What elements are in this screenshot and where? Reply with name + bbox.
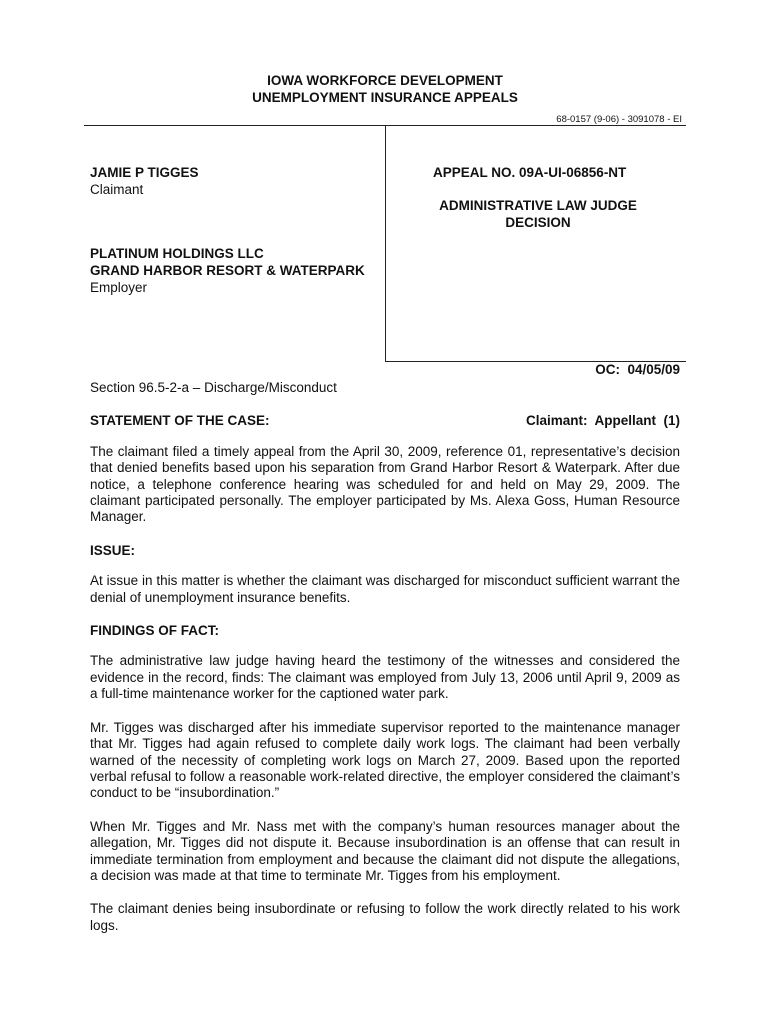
employer-role: Employer — [90, 280, 148, 295]
claimant-status: Claimant: Appellant (1) — [525, 413, 680, 428]
statement-heading: STATEMENT OF THE CASE: — [90, 413, 270, 429]
oc-date: OC: 04/05/09 — [595, 362, 680, 377]
section-reference: Section 96.5-2-a – Discharge/Misconduct — [90, 380, 337, 395]
findings-paragraph-3: When Mr. Tigges and Mr. Nass met with the company’s human resources manager about the allegation, Mr. Tigges did not dispute it. Because insubordination is an offense that can result in immediate termination from employment and because the claimant did not dispute the allegations, a decision was made at that time to terminate Mr. Tigges from his employment. — [90, 818, 680, 883]
division-name: UNEMPLOYMENT INSURANCE APPEALS — [252, 90, 518, 105]
statement-paragraph: The claimant filed a timely appeal from the April 30, 2009, reference 01, representative’s decision that denied benefits based upon his separation from Grand Harbor Resort & Waterpark. After due notice, a telephone conference hearing was scheduled for and held on May 29, 2009. The claimant participated personally. The employer participated by Ms. Alexa Goss, Human Resource Manager. — [90, 443, 680, 525]
employer-name: PLATINUM HOLDINGS LLC — [90, 246, 264, 261]
agency-header — [0, 72, 770, 106]
employer-dba: GRAND HARBOR RESORT & WATERPARK — [90, 263, 365, 278]
findings-paragraph-1: The administrative law judge having heard the testimony of the witnesses and considered the evidence in the record, finds: The claimant was employed from July 13, 2006 until April 9, 2009 as a full-time maintenance worker for the captioned water park. — [90, 653, 680, 702]
decision-body — [90, 380, 680, 951]
claimant-role: Claimant — [90, 182, 144, 197]
issue-paragraph: At issue in this matter is whether the claimant was discharged for misconduct sufficient warrant the denial of unemployment insurance benefits. — [90, 573, 680, 605]
findings-heading: FINDINGS OF FACT: — [90, 623, 219, 639]
form-code: 68-0157 (9-06) - 3091078 - EI — [556, 114, 682, 125]
appeal-number: APPEAL NO. 09A-UI-06856-NT — [433, 165, 627, 180]
decision-title — [433, 197, 643, 231]
decision-title-line2: DECISION — [505, 215, 571, 230]
caption-divider — [385, 125, 386, 361]
claimant-block — [90, 164, 199, 198]
claimant-name: JAMIE P TIGGES — [90, 165, 199, 180]
findings-paragraph-2: Mr. Tigges was discharged after his immediate supervisor reported to the maintenance manager that Mr. Tigges had again refused to complete daily work logs. The claimant had been verbally warned of the necessity of completing work logs on March 27, 2009. Based upon the reported verbal refusal to follow a reasonable work-related directive, the employer considered the claimant’s conduct to be “insubordination.” — [90, 719, 680, 801]
agency-name: IOWA WORKFORCE DEVELOPMENT — [267, 73, 503, 88]
findings-paragraph-4: The claimant denies being insubordinate or refusing to follow the work directly related to his work logs. — [90, 901, 680, 933]
issue-heading: ISSUE: — [90, 542, 136, 558]
decision-title-line1: ADMINISTRATIVE LAW JUDGE — [439, 198, 637, 213]
employer-block — [90, 245, 365, 296]
